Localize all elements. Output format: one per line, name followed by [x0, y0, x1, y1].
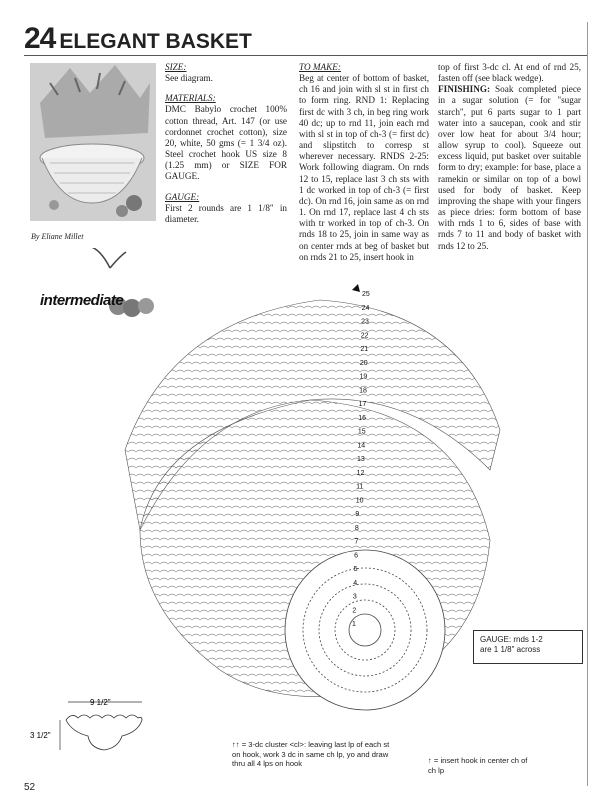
- round-label: 7: [354, 538, 359, 546]
- to-make-text: Beg at center of bottom of basket, ch 16 and join with sl st in first ch to form ring. RND 1: Replacing first dc with 3 ch, in beg ring work 40 dc; up to rnd 11, join each rnd with sl st in top of ch-3 (= first dc) and slipstitch to corresp st wherever necessary. RNDS 2-25: Work following diagram. On rnds 12 to 15, replace last 3 ch sts with 1 dc worked in top of ch-3 (= first dc). On rnd 16, join same as on rnd 1. On rnd 17, replace last 4 ch sts with tr worked in top of ch-3. On rnds 18 to 25, join in same way as on center rnds at beg of basket but on rnds 21 to 25, insert hook in: [299, 73, 429, 262]
- page-edge-rule: [587, 22, 588, 786]
- round-label: 19: [359, 373, 368, 381]
- fasten-off-wedge-icon: [352, 284, 360, 292]
- round-label: 3: [352, 593, 357, 601]
- crochet-diagram: [80, 280, 520, 720]
- basket-photo: [30, 63, 156, 221]
- column-instructions: [299, 62, 429, 263]
- page-title: [24, 22, 252, 56]
- gauge-text: First 2 rounds are 1 1/8" in diameter.: [165, 202, 287, 224]
- cluster-symbol-icon: ↑↑: [232, 740, 240, 749]
- to-make-heading: TO MAKE:: [299, 62, 341, 72]
- base-outer: [285, 550, 445, 710]
- basket-profile-diagram: [30, 694, 150, 764]
- round-label: 20: [359, 359, 368, 367]
- column-finishing: [438, 62, 581, 252]
- round-label: 17: [358, 401, 367, 408]
- gauge-box-line2: are 1 1/8" across: [480, 645, 541, 654]
- round-label: 2: [352, 607, 357, 615]
- round-label: 18: [359, 387, 367, 395]
- instructions-continued: top of first 3-dc cl. At end of rnd 25, fasten off (see black wedge).: [438, 62, 581, 84]
- author-byline: By Eliane Millet: [31, 232, 84, 241]
- round-label: 21: [360, 346, 369, 353]
- gauge-box-line1: GAUGE: rnds 1-2: [480, 635, 543, 644]
- round-label: 24: [361, 304, 370, 312]
- round-label: 11: [356, 483, 364, 491]
- round-label: 1: [352, 621, 356, 628]
- basket-width-label: 9 1/2": [90, 698, 111, 707]
- insert-hook-legend-text: = insert hook in center ch of ch lp: [428, 756, 528, 775]
- materials-heading: MATERIALS:: [165, 93, 216, 104]
- insert-hook-symbol-icon: ↑: [428, 756, 432, 765]
- column-materials: [165, 62, 287, 225]
- round-label: 10: [355, 497, 364, 505]
- round-label: 12: [356, 469, 365, 477]
- page-number: 52: [24, 782, 36, 793]
- round-label: 13: [357, 456, 365, 463]
- pattern-title: ELEGANT BASKET: [59, 30, 252, 53]
- pattern-number: 24: [24, 22, 56, 55]
- gauge-heading: GAUGE:: [165, 191, 200, 202]
- round-label: 23: [361, 318, 369, 326]
- round-label: 8: [354, 524, 359, 532]
- round-label: 6: [354, 552, 358, 560]
- round-label: 9: [355, 511, 360, 518]
- round-label: 15: [357, 428, 366, 436]
- skill-level: intermediate: [40, 292, 124, 309]
- size-text: See diagram.: [165, 73, 213, 84]
- materials-text: DMC Babylo crochet 100% cotton thread, Art. 147 (or use cordonnet crochet cotton), size 20, white, 50 gms (= 1 3/4 oz). Steel crochet hook US size 8 (1.25 mm) or SIZE FOR GAUGE.: [165, 104, 287, 182]
- finishing-text: Soak completed piece in a sugar solution (= for "sugar starch", put 6 parts sugar to 1 part water into a saucepan, cook and stir over low heat for about 3/4 hour; allow syrup to cool). Squeeze out excess liquid, put basket over suitable form to dry; example: for base, place a ramekin or similar on top of a bowl used for body of basket. Keep improving the shape with your fingers as piece dries: form bottom of base with rnds 1 to 6, sides of base with rnds 7 to 11 and body of basket with rnds 12 to 25.: [438, 84, 581, 251]
- round-label: 22: [360, 332, 369, 340]
- round-label: 5: [353, 566, 358, 573]
- round-label: 4: [353, 579, 358, 587]
- round-label: 25: [362, 291, 370, 298]
- size-heading: SIZE:: [165, 62, 187, 72]
- insert-hook-legend: [428, 756, 528, 775]
- cluster-legend-text: = 3-dc cluster <cl>: leaving last lp of each st on hook, work 3 dc in same ch lp, yo and draw thru all 4 lps on hook: [232, 740, 390, 768]
- round-label: 14: [357, 442, 366, 450]
- gauge-box: [473, 630, 583, 664]
- finishing-heading: FINISHING:: [438, 84, 491, 95]
- title-rule: [24, 55, 587, 56]
- cluster-legend: [232, 740, 392, 769]
- round-label: 16: [358, 414, 367, 422]
- basket-height-label: 3 1/2": [30, 731, 51, 740]
